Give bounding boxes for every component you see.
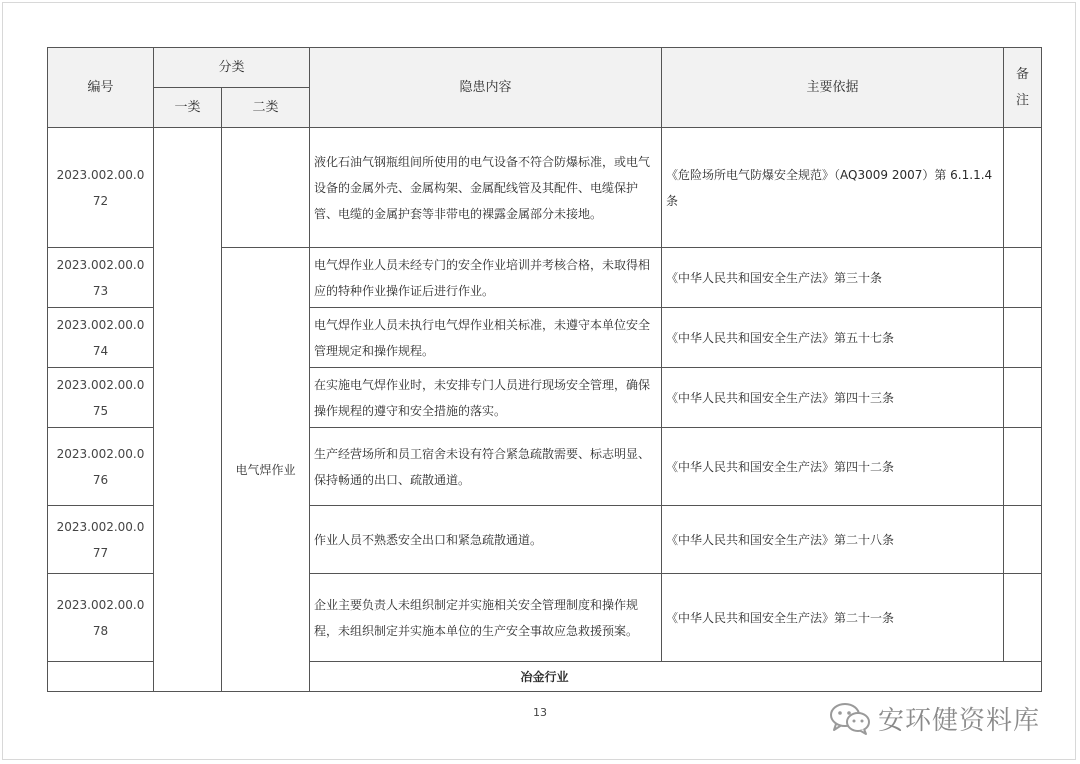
row-number: 2023.002.00.0 74 <box>48 308 154 368</box>
header-note-char2: 注 <box>1016 92 1030 108</box>
hazard-table <box>47 47 1042 692</box>
row-note <box>1004 248 1042 308</box>
header-note-char1: 备 <box>1016 66 1030 82</box>
row-number: 2023.002.00.0 78 <box>48 574 154 662</box>
watermark-text: 安环健资料库 <box>878 705 1041 736</box>
header-category: 分类 <box>154 48 310 88</box>
row-number: 2023.002.00.0 75 <box>48 368 154 428</box>
row-note <box>1004 368 1042 428</box>
row-note <box>1004 308 1042 368</box>
industry-row <box>48 662 1042 692</box>
row-content: 电气焊作业人员未执行电气焊作业相关标准，未遵守本单位安全管理规定和操作规程。 <box>310 308 662 368</box>
row-note <box>1004 574 1042 662</box>
row-number: 2023.002.00.0 73 <box>48 248 154 308</box>
header-category-second: 二类 <box>222 88 310 128</box>
row-number: 2023.002.00.0 77 <box>48 506 154 574</box>
row-note <box>1004 506 1042 574</box>
row-content: 生产经营场所和员工宿舍未设有符合紧急疏散需要、标志明显、保持畅通的出口、疏散通道。 <box>310 428 662 506</box>
category-second-group: 电气焊作业 <box>222 248 310 692</box>
header-note <box>1004 48 1042 128</box>
row-content: 电气焊作业人员未经专门的安全作业培训并考核合格，未取得相应的特种作业操作证后进行作业。 <box>310 248 662 308</box>
row-content: 液化石油气钢瓶组间所使用的电气设备不符合防爆标准，或电气设备的金属外壳、金属构架、金属配线管及其配件、电缆保护管、电缆的金属护套等非带电的裸露金属部分未接地。 <box>310 128 662 248</box>
row-number: 2023.002.00.0 76 <box>48 428 154 506</box>
row-basis: 《中华人民共和国安全生产法》第五十七条 <box>662 308 1004 368</box>
header-number: 编号 <box>48 48 154 128</box>
industry-footer: 冶金行业 <box>48 662 1042 692</box>
row-content: 企业主要负责人未组织制定并实施相关安全管理制度和操作规程，未组织制定并实施本单位的生产安全事故应急救援预案。 <box>310 574 662 662</box>
header-content: 隐患内容 <box>310 48 662 128</box>
row-basis: 《中华人民共和国安全生产法》第三十条 <box>662 248 1004 308</box>
row-note <box>1004 428 1042 506</box>
category-second-cell-empty <box>222 128 310 248</box>
category-first-cell <box>154 128 222 692</box>
table-row <box>48 128 1042 248</box>
row-basis: 《中华人民共和国安全生产法》第四十三条 <box>662 368 1004 428</box>
row-content: 在实施电气焊作业时，未安排专门人员进行现场安全管理，确保操作规程的遵守和安全措施的落实。 <box>310 368 662 428</box>
wechat-icon <box>828 700 872 736</box>
row-number: 2023.002.00.0 72 <box>48 128 154 248</box>
row-basis: 《危险场所电气防爆安全规范》（AQ3009 2007）第 6.1.1.4 条 <box>662 128 1004 248</box>
row-basis: 《中华人民共和国安全生产法》第二十八条 <box>662 506 1004 574</box>
watermark <box>828 698 1040 738</box>
row-basis: 《中华人民共和国安全生产法》第四十二条 <box>662 428 1004 506</box>
row-basis: 《中华人民共和国安全生产法》第二十一条 <box>662 574 1004 662</box>
header-category-first: 一类 <box>154 88 222 128</box>
header-basis: 主要依据 <box>662 48 1004 128</box>
row-content: 作业人员不熟悉安全出口和紧急疏散通道。 <box>310 506 662 574</box>
page-number: 13 <box>533 706 547 719</box>
row-note <box>1004 128 1042 248</box>
